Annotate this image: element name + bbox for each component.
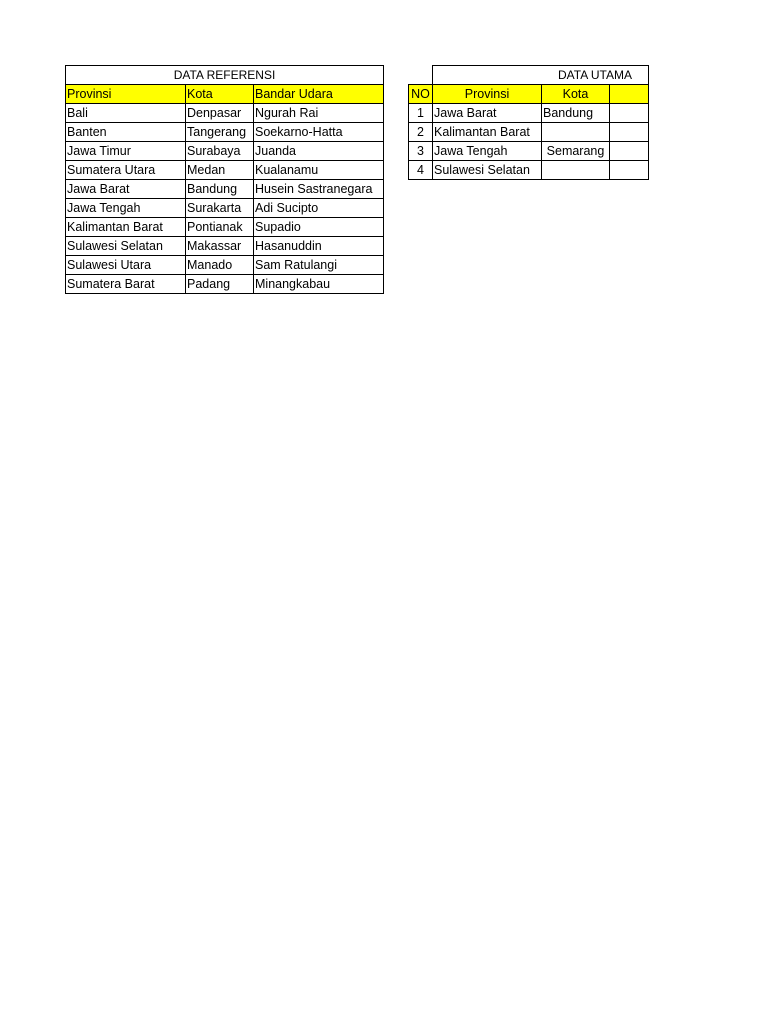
table-cell[interactable]: Kualanamu: [254, 161, 384, 180]
reference-title: DATA REFERENSI: [66, 66, 384, 85]
table-cell[interactable]: Kalimantan Barat: [433, 123, 542, 142]
table-cell[interactable]: Surabaya: [186, 142, 254, 161]
main-table-viewport: [408, 65, 633, 185]
table-cell[interactable]: Jawa Tengah: [433, 142, 542, 161]
table-row: [409, 161, 649, 180]
table-cell[interactable]: 4: [409, 161, 433, 180]
table-row: [66, 142, 384, 161]
table-row: [409, 123, 649, 142]
table-row: [66, 161, 384, 180]
table-cell-overflow: [610, 142, 649, 161]
empty-cell: [409, 66, 433, 85]
table-cell[interactable]: 1: [409, 104, 433, 123]
table-cell[interactable]: Ngurah Rai: [254, 104, 384, 123]
table-cell[interactable]: Makassar: [186, 237, 254, 256]
reference-title-row: [66, 66, 384, 85]
table-cell[interactable]: Pontianak: [186, 218, 254, 237]
main-header-cell: Provinsi: [433, 85, 542, 104]
main-title-row: [409, 66, 649, 85]
table-row: [66, 199, 384, 218]
table-cell[interactable]: Supadio: [254, 218, 384, 237]
table-cell[interactable]: Jawa Barat: [66, 180, 186, 199]
table-cell[interactable]: Sulawesi Utara: [66, 256, 186, 275]
table-row: [409, 104, 649, 123]
table-cell[interactable]: Bandung: [542, 104, 610, 123]
table-cell[interactable]: [542, 161, 610, 180]
table-row: [66, 275, 384, 294]
main-header-overflow: [610, 85, 649, 104]
table-row: [66, 218, 384, 237]
table-cell[interactable]: Sulawesi Selatan: [66, 237, 186, 256]
reference-table: [65, 65, 384, 294]
main-header-row: [409, 85, 649, 104]
table-cell[interactable]: Padang: [186, 275, 254, 294]
table-cell[interactable]: Bali: [66, 104, 186, 123]
table-row: [409, 142, 649, 161]
table-cell[interactable]: Minangkabau: [254, 275, 384, 294]
table-cell[interactable]: Sulawesi Selatan: [433, 161, 542, 180]
table-cell-overflow: [610, 104, 649, 123]
table-cell[interactable]: [542, 123, 610, 142]
table-cell[interactable]: Sumatera Utara: [66, 161, 186, 180]
table-cell[interactable]: Semarang: [542, 142, 610, 161]
table-cell[interactable]: Husein Sastranegara: [254, 180, 384, 199]
table-row: [66, 104, 384, 123]
table-cell[interactable]: Bandung: [186, 180, 254, 199]
table-cell[interactable]: Jawa Timur: [66, 142, 186, 161]
main-table: [408, 65, 649, 180]
main-header-cell: NO: [409, 85, 433, 104]
table-cell[interactable]: Sumatera Barat: [66, 275, 186, 294]
table-cell-overflow: [610, 161, 649, 180]
table-row: [66, 180, 384, 199]
reference-header-row: [66, 85, 384, 104]
table-cell[interactable]: Surakarta: [186, 199, 254, 218]
table-cell[interactable]: Medan: [186, 161, 254, 180]
table-row: [66, 256, 384, 275]
table-cell[interactable]: Banten: [66, 123, 186, 142]
table-row: [66, 123, 384, 142]
table-cell[interactable]: Tangerang: [186, 123, 254, 142]
table-cell[interactable]: 3: [409, 142, 433, 161]
table-cell[interactable]: Jawa Barat: [433, 104, 542, 123]
table-cell[interactable]: Jawa Tengah: [66, 199, 186, 218]
table-cell[interactable]: Soekarno-Hatta: [254, 123, 384, 142]
reference-header-cell: Bandar Udara: [254, 85, 384, 104]
main-header-cell: Kota: [542, 85, 610, 104]
table-cell[interactable]: Adi Sucipto: [254, 199, 384, 218]
main-title: DATA UTAMA: [433, 66, 649, 85]
table-cell[interactable]: Sam Ratulangi: [254, 256, 384, 275]
reference-header-cell: Provinsi: [66, 85, 186, 104]
table-cell[interactable]: Juanda: [254, 142, 384, 161]
table-cell[interactable]: 2: [409, 123, 433, 142]
table-cell[interactable]: Denpasar: [186, 104, 254, 123]
table-cell[interactable]: Manado: [186, 256, 254, 275]
table-cell[interactable]: Kalimantan Barat: [66, 218, 186, 237]
table-cell[interactable]: Hasanuddin: [254, 237, 384, 256]
table-cell-overflow: [610, 123, 649, 142]
table-row: [66, 237, 384, 256]
reference-header-cell: Kota: [186, 85, 254, 104]
